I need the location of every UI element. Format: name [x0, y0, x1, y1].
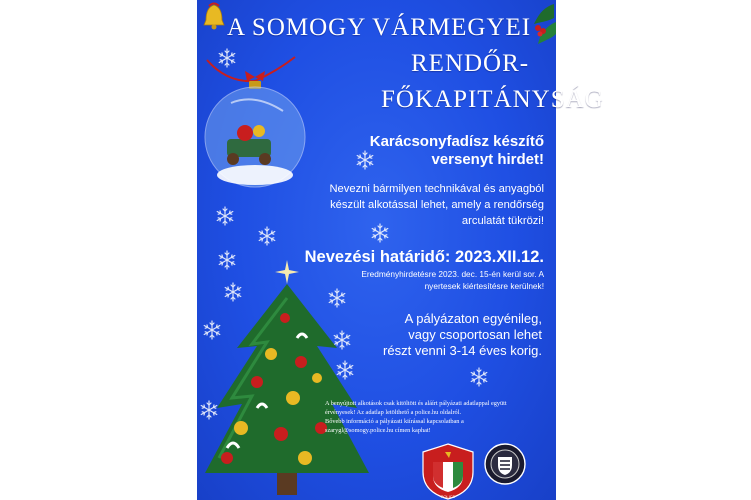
snowflake-icon	[217, 207, 233, 225]
snowflake-icon	[471, 368, 487, 386]
snowflake-icon	[357, 151, 373, 169]
age-info-line: A pályázaton egyénileg,	[404, 311, 542, 326]
police-logo-label: POLICE	[440, 494, 456, 499]
page-title-line-1: A SOMOGY VÁRMEGYEI	[227, 14, 532, 41]
description-line: arculatát tükrözi!	[461, 215, 544, 227]
subtitle-line-2: versenyt hirdet!	[431, 151, 544, 168]
christmas-tree-image	[197, 258, 327, 500]
fine-print-line: Bővebb információ a pályázati kiírással kapcsolatban a	[325, 418, 464, 425]
contest-poster	[197, 0, 604, 500]
description-line: készült alkotással lehet, amely a rendőrség	[330, 199, 544, 211]
deadline-text: Nevezési határidő: 2023.XII.12.	[304, 248, 544, 266]
subtitle-line-1: Karácsonyfadísz készítő	[369, 133, 544, 150]
snowflake-icon	[329, 289, 345, 307]
age-info-line: vagy csoportosan lehet	[408, 327, 542, 342]
results-line: Eredményhirdetésre 2023. dec. 15-én kerül sor. A	[361, 269, 544, 279]
star-icon	[275, 260, 299, 284]
page-title-line-3: FŐKAPITÁNYSÁG	[381, 86, 604, 113]
snowflake-icon	[259, 227, 275, 245]
bell-icon	[201, 2, 227, 32]
description-line: Nevezni bármilyen technikával és anyagból	[329, 183, 544, 195]
fine-print-line: szarygl@somogy.police.hu címen kaphat!	[325, 427, 431, 434]
age-info-line: részt venni 3-14 éves korig.	[383, 343, 542, 358]
glass-ornament-image	[197, 55, 327, 195]
snowflake-icon	[334, 331, 350, 349]
fine-print-line: A benyújtott alkotások csak kitöltött és aláírt pályázati adatlappal együtt	[325, 400, 507, 407]
page-title-line-2: RENDŐR-	[411, 50, 530, 77]
police-badge-logo	[484, 443, 526, 485]
snowflake-icon	[372, 224, 388, 242]
fine-print-line: érvényesek! Az adatlap letölthető a police.hu oldalról.	[325, 409, 462, 416]
results-line: nyertesek kiértesítésre kerülnek!	[424, 281, 544, 291]
snowflake-icon	[337, 361, 353, 379]
county-police-logo	[419, 442, 477, 500]
